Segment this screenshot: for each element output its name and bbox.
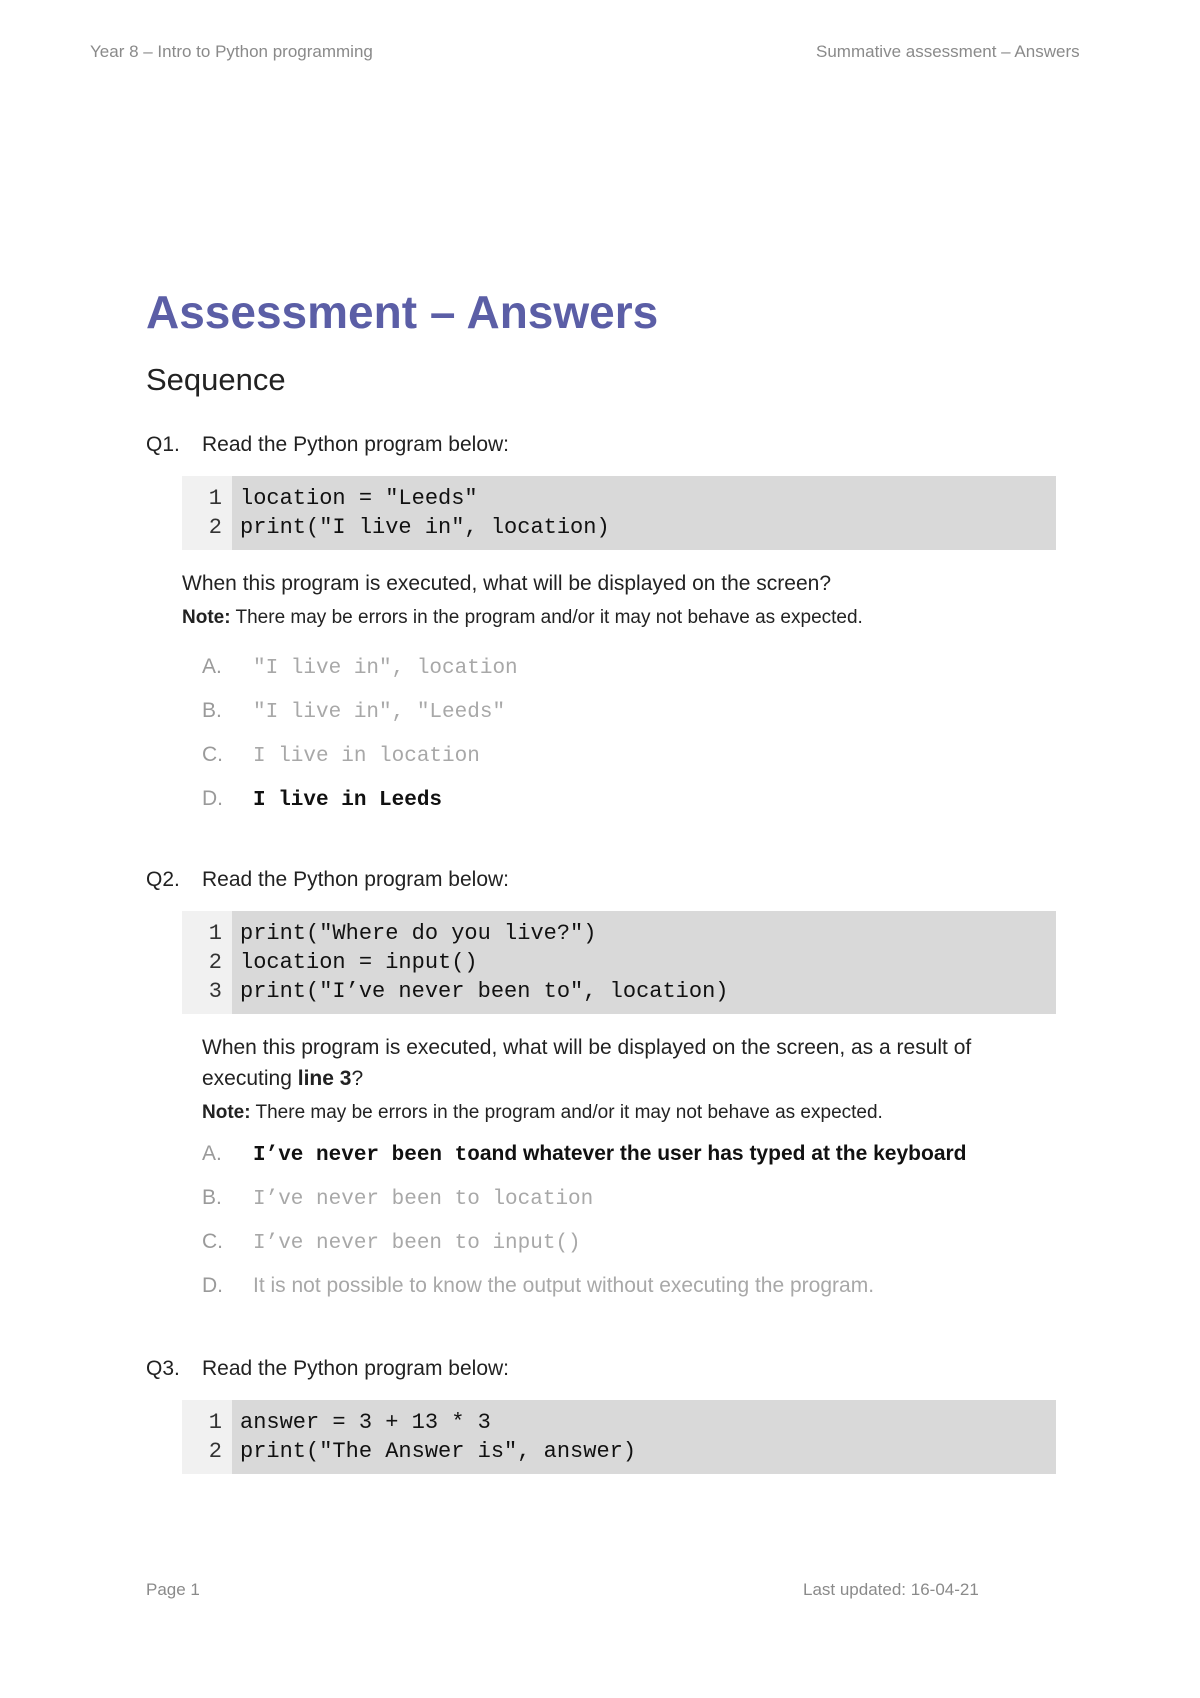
option-b <box>202 1186 1060 1230</box>
line-number: 3 <box>208 979 222 1004</box>
option-d <box>202 1274 1060 1318</box>
option-text: It is not possible to know the output without executing the program. <box>253 1274 875 1297</box>
question-2-text <box>202 1032 1062 1094</box>
document-body <box>146 280 1060 1474</box>
question-number: Q3. <box>146 1357 180 1380</box>
code-line: print("The Answer is", answer) <box>240 1439 637 1464</box>
option-text: "I live in", "Leeds" <box>253 701 506 724</box>
question-number: Q1. <box>146 433 180 456</box>
option-label: D. <box>202 1274 223 1297</box>
line-numbers <box>182 911 232 1014</box>
option-label: B. <box>202 1186 222 1209</box>
option-c <box>202 1230 1060 1274</box>
question-2-options <box>202 1142 1060 1318</box>
note-text: There may be errors in the program and/or it may not behave as expected. <box>250 1102 883 1123</box>
section-heading: Sequence <box>146 362 286 397</box>
code-line: print("I’ve never been to", location) <box>240 979 729 1004</box>
question-prompt: Read the Python program below: <box>202 433 510 456</box>
question-2-note <box>202 1100 1060 1126</box>
code-line: print("I live in", location) <box>240 515 610 540</box>
option-code: I’ve never been to <box>253 1144 480 1167</box>
option-label: A. <box>202 1142 222 1165</box>
code-lines <box>232 1400 1056 1474</box>
option-label: A. <box>202 655 222 678</box>
option-label: B. <box>202 699 222 722</box>
question-1-heading <box>146 430 1060 460</box>
line-number: 1 <box>208 486 222 511</box>
option-text: and whatever the user has typed at the keyboard <box>479 1142 967 1165</box>
question-prompt: Read the Python program below: <box>202 1357 510 1380</box>
question-number: Q2. <box>146 868 180 891</box>
option-label: C. <box>202 1230 223 1253</box>
code-line: print("Where do you live?") <box>240 921 597 946</box>
code-line: location = input() <box>240 950 478 975</box>
question-2-heading <box>146 865 1060 895</box>
option-text: "I live in", location <box>253 657 518 680</box>
question-1-options <box>202 655 1060 831</box>
header-course: Year 8 – Intro to Python programming <box>90 42 373 61</box>
code-line: location = "Leeds" <box>240 486 478 511</box>
header-doc-type: Summative assessment – Answers <box>816 42 1080 61</box>
note-label: Note: <box>182 607 231 628</box>
line-number: 1 <box>208 1410 222 1435</box>
question-emphasis: line 3 <box>297 1067 352 1090</box>
option-c <box>202 743 1060 787</box>
code-lines <box>232 911 1056 1014</box>
option-text: I’ve never been to location <box>253 1188 594 1211</box>
question-1-text: When this program is executed, what will be displayed on the screen? <box>182 572 832 595</box>
line-number: 2 <box>208 1439 222 1464</box>
code-block-q2 <box>182 911 1056 1014</box>
note-label: Note: <box>202 1102 251 1123</box>
option-label: D. <box>202 787 223 810</box>
page-title: Assessment – Answers <box>146 286 659 338</box>
option-a <box>202 655 1060 699</box>
question-text-end: ? <box>351 1067 364 1090</box>
line-number: 2 <box>208 515 222 540</box>
page-number: Page 1 <box>146 1580 200 1599</box>
question-3-heading <box>146 1354 1060 1384</box>
last-updated: Last updated: 16-04-21 <box>803 1580 979 1599</box>
line-number: 2 <box>208 950 222 975</box>
line-numbers <box>182 1400 232 1474</box>
note-text: There may be errors in the program and/or it may not behave as expected. <box>230 607 863 628</box>
line-numbers <box>182 476 232 550</box>
question-1-note <box>182 605 1060 631</box>
option-label: C. <box>202 743 223 766</box>
code-block-q3 <box>182 1400 1056 1474</box>
option-text: I’ve never been to input() <box>253 1232 581 1255</box>
option-b <box>202 699 1060 743</box>
code-lines <box>232 476 1056 550</box>
option-d-correct <box>202 787 1060 831</box>
question-text: When this program is executed, what will be displayed on the screen, as a result of executing <box>202 1036 972 1090</box>
code-line: answer = 3 + 13 * 3 <box>240 1410 491 1435</box>
line-number: 1 <box>208 921 222 946</box>
option-text: I live in location <box>253 745 480 768</box>
option-text: I live in Leeds <box>253 789 443 812</box>
question-prompt: Read the Python program below: <box>202 868 510 891</box>
code-block-q1 <box>182 476 1056 550</box>
option-a-correct <box>202 1142 1060 1186</box>
